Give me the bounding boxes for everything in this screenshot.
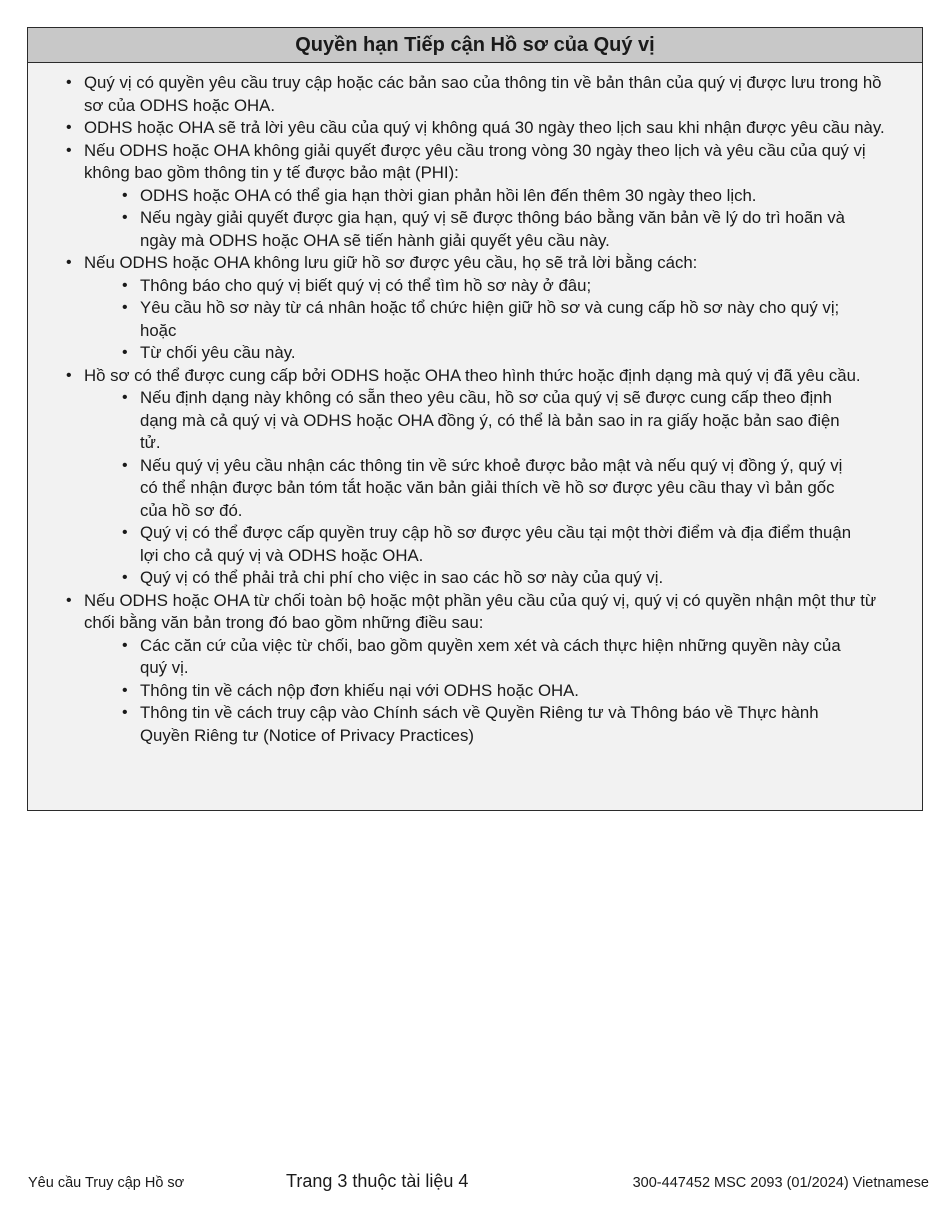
bullet-icon: • [122, 344, 128, 361]
footer-form-name: Yêu cầu Truy cập Hồ sơ [28, 1175, 185, 1191]
sub-list-item-text: Thông tin về cách nộp đơn khiếu nại với ODHS hoặc OHA. [140, 680, 579, 700]
bullet-icon: • [66, 119, 72, 136]
list-item-text: Nếu ODHS hoặc OHA từ chối toàn bộ hoặc một phần yêu cầu của quý vị, quý vị có quyền nhận một thư từ chối bằng văn bản trong đó bao gồm những điều sau: [84, 590, 877, 632]
sub-list-item-text: Nếu định dạng này không có sẵn theo yêu cầu, hồ sơ của quý vị sẽ được cung cấp theo định dạng mà cả quý vị và ODHS hoặc OHA đồng ý, có thể là bản sao in ra giấy hoặc bản sao điện tử. [140, 388, 840, 452]
sub-list-item [28, 680, 888, 703]
bullet-icon: • [122, 681, 128, 699]
footer-form-code: 300-447452 MSC 2093 (01/2024) Vietnamese [632, 1175, 929, 1191]
sub-list-item [28, 635, 888, 680]
sub-list-item [28, 567, 888, 590]
sub-list-item-text: Quý vị có thể được cấp quyền truy cập hồ sơ được yêu cầu tại một thời điểm và địa điểm thuận lợi cho cả quý vị và ODHS hoặc OHA. [140, 523, 852, 565]
sub-list-item-text: Từ chối yêu cầu này. [140, 343, 296, 362]
rights-box [27, 27, 923, 811]
bullet-icon: • [122, 569, 128, 586]
bullet-icon: • [122, 456, 128, 474]
list-item [28, 72, 922, 117]
sub-list-item [28, 297, 888, 342]
bullet-icon: • [66, 74, 72, 91]
bullet-icon: • [66, 591, 72, 609]
sub-list-item [28, 207, 888, 252]
sub-list-item-text: Yêu cầu hồ sơ này từ cá nhân hoặc tổ chức hiện giữ hồ sơ và cung cấp hồ sơ này cho quý vị; hoặc [140, 298, 840, 340]
sub-list-item-text: Thông tin về cách truy cập vào Chính sách về Quyền Riêng tư và Thông báo về Thực hành Quyền Riêng tư (Notice of Privacy Practices) [140, 703, 819, 745]
bullet-icon: • [122, 299, 128, 316]
sub-list-item [28, 342, 888, 365]
list-item-text: Quý vị có quyền yêu cầu truy cập hoặc các bản sao của thông tin về bản thân của quý vị được lưu trong hồ sơ của ODHS hoặc OHA. [84, 73, 882, 115]
bullet-icon: • [122, 636, 128, 654]
bullet-icon: • [122, 209, 128, 226]
sub-list [84, 185, 888, 253]
bullet-icon: • [66, 254, 72, 271]
sub-list-item [28, 275, 888, 298]
list-item-text: Nếu ODHS hoặc OHA không lưu giữ hồ sơ được yêu cầu, họ sẽ trả lời bằng cách: [84, 253, 698, 272]
sub-list [84, 387, 888, 590]
sub-list [84, 275, 888, 365]
rights-content [28, 72, 922, 747]
bullet-icon: • [122, 389, 128, 406]
list-item-text: Hồ sơ có thể được cung cấp bởi ODHS hoặc OHA theo hình thức hoặc định dạng mà quý vị đã yêu cầu. [84, 365, 861, 385]
list-item [28, 365, 922, 590]
bullet-icon: • [122, 704, 128, 721]
list-item-text: ODHS hoặc OHA sẽ trả lời yêu cầu của quý vị không quá 30 ngày theo lịch sau khi nhận được yêu cầu này. [84, 118, 885, 137]
sub-list-item-text: Các căn cứ của việc từ chối, bao gồm quyền xem xét và cách thực hiện những quyền này của quý vị. [140, 635, 841, 677]
list-item-text: Nếu ODHS hoặc OHA không giải quyết được yêu cầu trong vòng 30 ngày theo lịch và yêu cầu của quý vị không bao gồm thông tin y tế được bảo mật (PHI): [84, 140, 866, 182]
sub-list-item-text: Thông báo cho quý vị biết quý vị có thể tìm hồ sơ này ở đâu; [140, 275, 592, 295]
sub-list-item-text: Quý vị có thể phải trả chi phí cho việc in sao các hồ sơ này của quý vị. [140, 568, 664, 587]
rights-list [28, 72, 922, 747]
sub-list-item [28, 455, 888, 523]
sub-list-item-text: ODHS hoặc OHA có thể gia hạn thời gian phản hồi lên đến thêm 30 ngày theo lịch. [140, 185, 757, 205]
list-item [28, 117, 922, 140]
bullet-icon: • [122, 524, 128, 541]
bullet-icon: • [122, 186, 128, 204]
sub-list-item [28, 185, 888, 208]
sub-list-item-text: Nếu ngày giải quyết được gia hạn, quý vị sẽ được thông báo bằng văn bản về lý do trì hoãn và ngày mà ODHS hoặc OHA sẽ tiến hành giải quyết yêu cầu này. [140, 208, 845, 250]
sub-list [84, 635, 888, 748]
section-title: Quyền hạn Tiếp cận Hồ sơ của Quý vị [28, 28, 922, 63]
bullet-icon: • [122, 276, 128, 294]
sub-list-item [28, 702, 888, 747]
list-item [28, 140, 922, 253]
sub-list-item [28, 522, 888, 567]
bullet-icon: • [66, 366, 72, 384]
bullet-icon: • [66, 141, 72, 159]
sub-list-item [28, 387, 888, 455]
list-item [28, 590, 922, 748]
footer-page-number: Trang 3 thuộc tài liệu 4 [286, 1171, 469, 1191]
sub-list-item-text: Nếu quý vị yêu cầu nhận các thông tin về sức khoẻ được bảo mật và nếu quý vị đồng ý, quý vị có thể nhận được bản tóm tắt hoặc văn bản giải thích về hồ sơ được yêu cầu thay vì bản gốc của hồ sơ đó. [140, 455, 843, 520]
list-item [28, 252, 922, 365]
